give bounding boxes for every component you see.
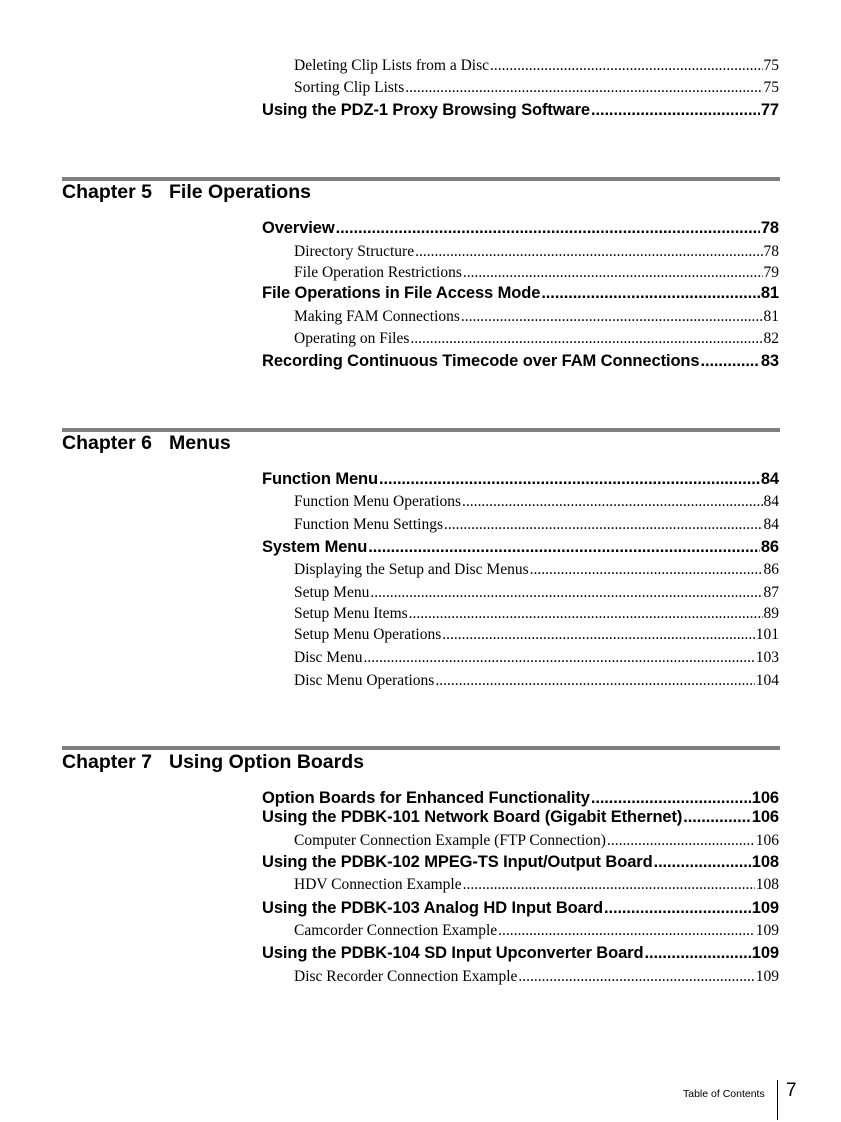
toc-section-entry[interactable] bbox=[262, 538, 779, 557]
toc-entry[interactable] bbox=[294, 672, 779, 690]
toc-entry-page: 81 bbox=[760, 284, 779, 302]
leader-dots bbox=[700, 352, 759, 371]
toc-entry-title: Using the PDBK-101 Network Board (Gigabit Ethernet) bbox=[262, 808, 683, 826]
toc-entry-page: 109 bbox=[751, 899, 779, 917]
leader-dots bbox=[498, 922, 755, 940]
toc-entry-page: 87 bbox=[763, 584, 779, 601]
toc-entry-page: 83 bbox=[760, 352, 779, 370]
chapter-number: Chapter 6 bbox=[62, 432, 152, 454]
toc-section-entry[interactable] bbox=[262, 352, 779, 371]
toc-entry-page: 79 bbox=[763, 264, 779, 281]
leader-dots bbox=[591, 789, 751, 808]
toc-entry[interactable] bbox=[294, 561, 779, 579]
toc-entry-title: Computer Connection Example (FTP Connection) bbox=[294, 832, 606, 849]
toc-entry[interactable] bbox=[294, 493, 779, 511]
toc-entry-page: 101 bbox=[755, 626, 779, 643]
leader-dots bbox=[461, 308, 763, 326]
toc-entry-title: Disc Recorder Connection Example bbox=[294, 968, 518, 985]
toc-entry-title: Recording Continuous Timecode over FAM Connections bbox=[262, 352, 700, 370]
toc-entry-title: System Menu bbox=[262, 538, 368, 556]
toc-entry-title: Operating on Files bbox=[294, 330, 410, 347]
leader-dots bbox=[654, 853, 751, 872]
toc-entry-title: Displaying the Setup and Disc Menus bbox=[294, 561, 529, 578]
toc-entry-page: 108 bbox=[755, 876, 779, 893]
toc-entry-page: 109 bbox=[755, 922, 779, 939]
chapter-heading bbox=[62, 751, 364, 774]
toc-entry-title: Function Menu Settings bbox=[294, 516, 443, 533]
leader-dots bbox=[409, 605, 763, 623]
toc-section-entry[interactable] bbox=[262, 789, 779, 808]
leader-dots bbox=[435, 672, 754, 690]
toc-entry-title: Making FAM Connections bbox=[294, 308, 460, 325]
toc-entry-title: Setup Menu bbox=[294, 584, 370, 601]
toc-entry-title: Option Boards for Enhanced Functionality bbox=[262, 789, 590, 807]
toc-entry-title: Function Menu Operations bbox=[294, 493, 462, 510]
toc-entry-title: File Operation Restrictions bbox=[294, 264, 462, 281]
toc-entry-title: HDV Connection Example bbox=[294, 876, 462, 893]
leader-dots bbox=[410, 330, 762, 348]
toc-entry[interactable] bbox=[294, 922, 779, 940]
toc-entry-title: Deleting Clip Lists from a Disc bbox=[294, 57, 490, 74]
toc-entry-page: 78 bbox=[763, 243, 779, 260]
toc-entry[interactable] bbox=[294, 264, 779, 282]
toc-entry-page: 84 bbox=[760, 470, 779, 488]
leader-dots bbox=[444, 516, 763, 534]
toc-section-entry[interactable] bbox=[262, 808, 779, 827]
chapter-number: Chapter 5 bbox=[62, 181, 152, 203]
toc-entry[interactable] bbox=[294, 968, 779, 986]
toc-entry-page: 89 bbox=[763, 605, 779, 622]
toc-entry-title: Function Menu bbox=[262, 470, 379, 488]
toc-entry[interactable] bbox=[294, 584, 779, 602]
toc-entry-page: 78 bbox=[760, 219, 779, 237]
toc-entry-title: Setup Menu Operations bbox=[294, 626, 442, 643]
toc-entry[interactable] bbox=[294, 516, 779, 534]
leader-dots bbox=[370, 584, 762, 602]
toc-entry-title: File Operations in File Access Mode bbox=[262, 284, 541, 302]
toc-section-entry[interactable] bbox=[262, 470, 779, 489]
toc-entry-title: Using the PDBK-104 SD Input Upconverter Board bbox=[262, 944, 644, 962]
chapter-title: File Operations bbox=[169, 181, 311, 203]
leader-dots bbox=[518, 968, 754, 986]
leader-dots bbox=[644, 944, 750, 963]
toc-section-entry[interactable] bbox=[262, 284, 779, 303]
toc-entry-page: 106 bbox=[751, 808, 779, 826]
toc-section-entry[interactable] bbox=[262, 944, 779, 963]
toc-entry-page: 84 bbox=[763, 493, 779, 510]
toc-entry[interactable] bbox=[294, 832, 779, 850]
leader-dots bbox=[379, 470, 760, 489]
leader-dots bbox=[683, 808, 750, 827]
leader-dots bbox=[530, 561, 763, 579]
toc-entry[interactable] bbox=[294, 605, 779, 623]
toc-entry-title: Using the PDZ-1 Proxy Browsing Software bbox=[262, 101, 590, 119]
toc-entry-page: 103 bbox=[755, 649, 779, 666]
leader-dots bbox=[363, 649, 754, 667]
toc-entry-title: Setup Menu Items bbox=[294, 605, 408, 622]
toc-entry-page: 108 bbox=[751, 853, 779, 871]
toc-entry-title: Overview bbox=[262, 219, 335, 237]
toc-entry-page: 75 bbox=[763, 57, 779, 74]
toc-entry-title: Disc Menu Operations bbox=[294, 672, 435, 689]
toc-entry-page: 77 bbox=[760, 101, 779, 119]
toc-entry-title: Using the PDBK-103 Analog HD Input Board bbox=[262, 899, 603, 917]
toc-entry-page: 109 bbox=[751, 944, 779, 962]
chapter-heading bbox=[62, 432, 231, 455]
toc-entry-page: 84 bbox=[763, 516, 779, 533]
leader-dots bbox=[463, 264, 763, 282]
toc-entry[interactable] bbox=[294, 330, 779, 348]
leader-dots bbox=[541, 284, 760, 303]
footer-divider bbox=[777, 1080, 778, 1120]
toc-entry[interactable] bbox=[294, 308, 779, 326]
toc-section-entry[interactable] bbox=[262, 101, 779, 120]
toc-entry[interactable] bbox=[294, 243, 779, 261]
toc-entry-title: Using the PDBK-102 MPEG-TS Input/Output Board bbox=[262, 853, 653, 871]
toc-entry-page: 109 bbox=[755, 968, 779, 985]
leader-dots bbox=[490, 57, 762, 75]
leader-dots bbox=[463, 876, 755, 894]
chapter-title: Menus bbox=[169, 432, 231, 454]
toc-section-entry[interactable] bbox=[262, 219, 779, 238]
leader-dots bbox=[368, 538, 760, 557]
toc-entry[interactable] bbox=[294, 649, 779, 667]
leader-dots bbox=[462, 493, 762, 511]
toc-entry-title: Camcorder Connection Example bbox=[294, 922, 498, 939]
toc-entry-page: 75 bbox=[763, 79, 779, 96]
toc-entry-title: Directory Structure bbox=[294, 243, 415, 260]
toc-entry-page: 86 bbox=[763, 561, 779, 578]
leader-dots bbox=[405, 79, 762, 97]
chapter-title: Using Option Boards bbox=[169, 751, 364, 773]
toc-section-entry[interactable] bbox=[262, 853, 779, 872]
toc-entry-page: 81 bbox=[763, 308, 779, 325]
chapter-number: Chapter 7 bbox=[62, 751, 152, 773]
toc-entry-title: Disc Menu bbox=[294, 649, 363, 666]
chapter-rule bbox=[62, 746, 780, 750]
toc-entry[interactable] bbox=[294, 876, 779, 894]
toc-entry-page: 104 bbox=[755, 672, 779, 689]
leader-dots bbox=[336, 219, 760, 238]
toc-entry-page: 106 bbox=[755, 832, 779, 849]
chapter-heading bbox=[62, 181, 311, 204]
leader-dots bbox=[604, 899, 751, 918]
toc-entry-title: Sorting Clip Lists bbox=[294, 79, 405, 96]
leader-dots bbox=[442, 626, 755, 644]
page-number: 7 bbox=[786, 1080, 797, 1101]
leader-dots bbox=[415, 243, 762, 261]
toc-entry-page: 86 bbox=[760, 538, 779, 556]
toc-entry[interactable] bbox=[294, 626, 779, 644]
leader-dots bbox=[607, 832, 755, 850]
toc-entry[interactable] bbox=[294, 57, 779, 75]
toc-entry[interactable] bbox=[294, 79, 779, 97]
footer-label: Table of Contents bbox=[683, 1088, 765, 1100]
toc-section-entry[interactable] bbox=[262, 899, 779, 918]
toc-entry-page: 106 bbox=[751, 789, 779, 807]
leader-dots bbox=[591, 101, 760, 120]
toc-entry-page: 82 bbox=[763, 330, 779, 347]
